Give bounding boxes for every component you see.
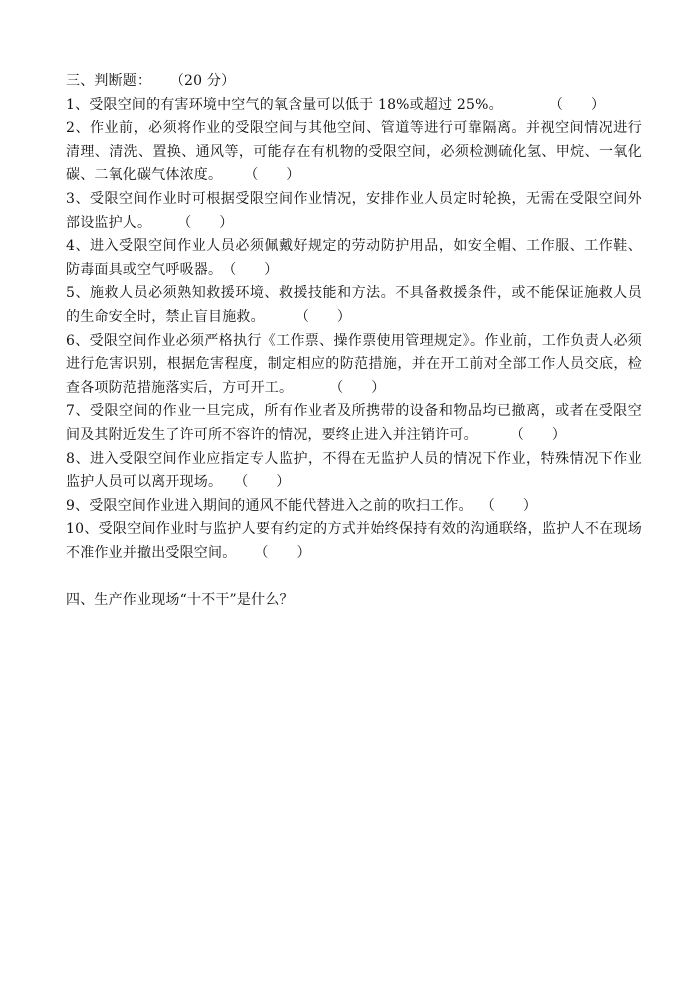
answer-blank-9: （ ） (480, 497, 538, 514)
answer-blank-3: （ ） (177, 214, 234, 231)
question-8-text: 8、进入受限空间作业应指定专人监护，不得在无监护人员的情况下作业，特殊情况下作业监护人员可以离开现场。 (66, 450, 642, 491)
question-5 (66, 282, 642, 329)
question-2-text: 2、作业前，必须将作业的受限空间与其他空间、管道等进行可靠隔离。并视空间情况进行清理、清洗、置换、通风等，可能存在有机物的受限空间，必须检测硫化氢、甲烷、一氧化碳、二氧化碳气体浓度。 (66, 120, 642, 184)
question-10-text: 10、受限空间作业时与监护人要有约定的方式并始终保持有效的沟通联络，监护人不在现场不准作业并撤出受限空间。 (66, 521, 642, 561)
question-6 (66, 330, 642, 401)
answer-blank-1: （ ） (548, 96, 606, 113)
answer-blank-10: （ ） (254, 544, 311, 561)
question-3-text: 3、受限空间作业时可根据受限空间作业情况，安排作业人员定时轮换，无需在受限空间外部设监护人。 (66, 190, 642, 231)
answer-blank-2: （ ） (244, 167, 301, 184)
question-1 (66, 94, 642, 118)
question-9-text: 9、受限空间作业进入期间的通风不能代替进入之前的吹扫工作。 (66, 497, 473, 514)
document-body (66, 70, 642, 613)
question-2 (66, 117, 642, 188)
answer-blank-8: （ ） (234, 474, 291, 491)
question-7 (66, 400, 642, 447)
question-10 (66, 518, 642, 565)
question-7-text: 7、受限空间的作业一旦完成，所有作业者及所携带的设备和物品均已撤离，或者在受限空间及其附近发生了许可所不容许的情况，要终止进入并注销许可。 (66, 403, 642, 443)
section-three-score: （20 分） (169, 73, 236, 89)
question-4-text: 4、进入受限空间作业人员必须佩戴好规定的劳动防护用品，如安全帽、工作服、工作鞋、防毒面具或空气呼吸器。 (66, 238, 642, 278)
question-1-text: 1、受限空间的有害环境中空气的氧含量可以低于 18%或超过 25%。 (66, 96, 503, 113)
section-three-title: 三、判断题： (66, 73, 152, 89)
answer-blank-4: （ ） (222, 261, 279, 278)
question-8 (66, 448, 642, 495)
question-5-text: 5、施救人员必须熟知救援环境、救援技能和方法。不具备救援条件，或不能保证施救人员的生命安全时，禁止盲目施救。 (66, 285, 642, 325)
question-9 (66, 495, 642, 519)
answer-blank-7: （ ） (509, 426, 567, 443)
question-6-text: 6、受限空间作业必须严格执行《工作票、操作票使用管理规定》。作业前，工作负责人必须进行危害识别，根据危害程度，制定相应的防范措施，并在开工前对全部工作人员交底，检查各项防范措施落实后，方可开工。 (66, 332, 642, 396)
answer-blank-6: （ ） (329, 379, 386, 396)
answer-blank-5: （ ） (294, 308, 352, 325)
question-4 (66, 235, 642, 282)
section-four-heading: 四、生产作业现场“十不干”是什么？ (66, 592, 294, 609)
section-three-heading (66, 70, 642, 94)
question-3 (66, 188, 642, 235)
